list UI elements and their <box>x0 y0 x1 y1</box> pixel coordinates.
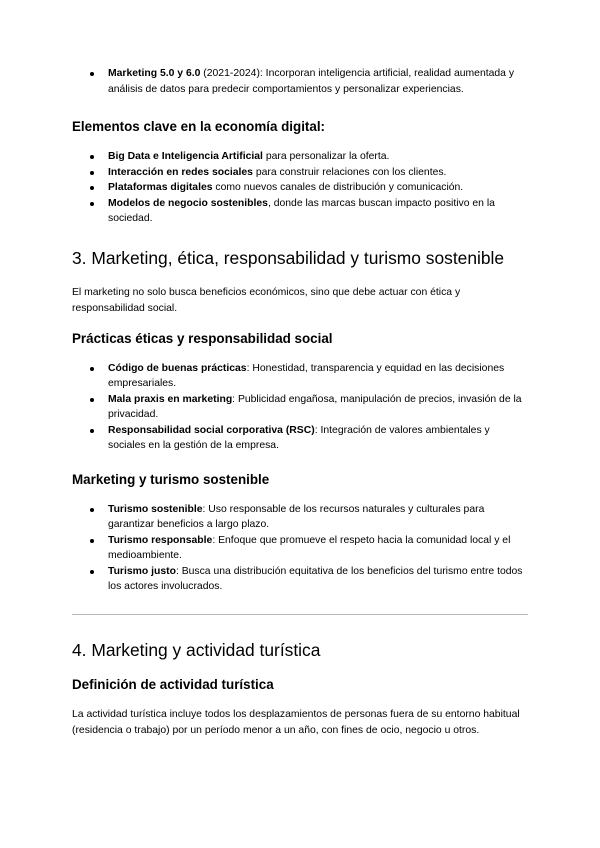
item-text: : Honestidad, transparencia y equidad en las decisiones empresariales. <box>108 362 505 389</box>
practicas-list <box>72 361 528 454</box>
section-divider <box>72 614 528 615</box>
item-text: (2021-2024): Incorporan inteligencia artificial, realidad aumentada y análisis de datos para predecir comportamientos y personalizar experiencias. <box>108 68 515 95</box>
item-text: para construir relaciones con los clientes. <box>252 166 447 178</box>
item-term: Marketing 5.0 y 6.0 <box>108 68 201 79</box>
document-page <box>72 66 528 739</box>
list-item <box>72 180 528 196</box>
list-item <box>72 196 528 227</box>
heading-elementos-clave: Elementos clave en la economía digital: <box>72 119 326 134</box>
item-term: Plataformas digitales <box>108 182 213 193</box>
elementos-list <box>72 149 528 227</box>
section-3-paragraph: El marketing no solo busca beneficios económicos, sino que debe actuar con ética y responsabilidad social. <box>72 286 461 314</box>
list-item <box>72 502 528 533</box>
item-text: , donde las marcas buscan impacto positivo en la sociedad. <box>108 197 495 224</box>
item-term: Mala praxis en marketing <box>108 393 233 405</box>
item-text: : Uso responsable de los recursos naturales y culturales para garantizar beneficios a largo plazo. <box>108 503 485 530</box>
item-term: Modelos de negocio sostenibles <box>108 197 268 209</box>
list-item <box>72 165 528 181</box>
list-item <box>72 149 528 165</box>
item-text: : Busca una distribución equitativa de los beneficios del turismo entre todos los actores involucrados. <box>108 565 523 592</box>
section-4-title: 4. Marketing y actividad turística <box>72 639 321 660</box>
list-item <box>72 564 528 595</box>
heading-definicion: Definición de actividad turística <box>72 676 274 692</box>
item-term: Turismo justo <box>108 565 176 577</box>
list-item <box>72 423 528 454</box>
item-text: como nuevos canales de distribución y comunicación. <box>212 182 464 193</box>
item-term: Responsabilidad social corporativa (RSC) <box>108 424 315 436</box>
heading-turismo-sostenible: Marketing y turismo sostenible <box>72 471 270 487</box>
list-item <box>72 533 528 564</box>
heading-practicas-eticas: Prácticas éticas y responsabilidad social <box>72 330 333 346</box>
item-term: Código de buenas prácticas <box>108 362 247 374</box>
item-text: : Integración de valores ambientales y sociales en la gestión de la empresa. <box>108 424 490 451</box>
item-text: para personalizar la oferta. <box>262 151 390 162</box>
turismo-list <box>72 502 528 595</box>
marketing-evolution-list <box>72 66 528 97</box>
item-text: : Publicidad engañosa, manipulación de precios, invasión de la privacidad. <box>108 393 522 420</box>
list-item <box>72 66 528 97</box>
item-term: Interacción en redes sociales <box>108 166 253 178</box>
list-item <box>72 361 528 392</box>
item-term: Turismo responsable <box>108 534 213 546</box>
definicion-paragraph: La actividad turística incluye todos los desplazamientos de personas fuera de su entorno habitual (residencia o trabajo) por un período menor a un año, con fines de ocio, negocio u otros. <box>72 708 520 736</box>
item-term: Big Data e Inteligencia Artificial <box>108 151 263 162</box>
section-3-title: 3. Marketing, ética, responsabilidad y turismo sostenible <box>72 247 505 268</box>
item-term: Turismo sostenible <box>108 503 203 515</box>
list-item <box>72 392 528 423</box>
item-text: : Enfoque que promueve el respeto hacia la comunidad local y el medioambiente. <box>108 534 511 561</box>
